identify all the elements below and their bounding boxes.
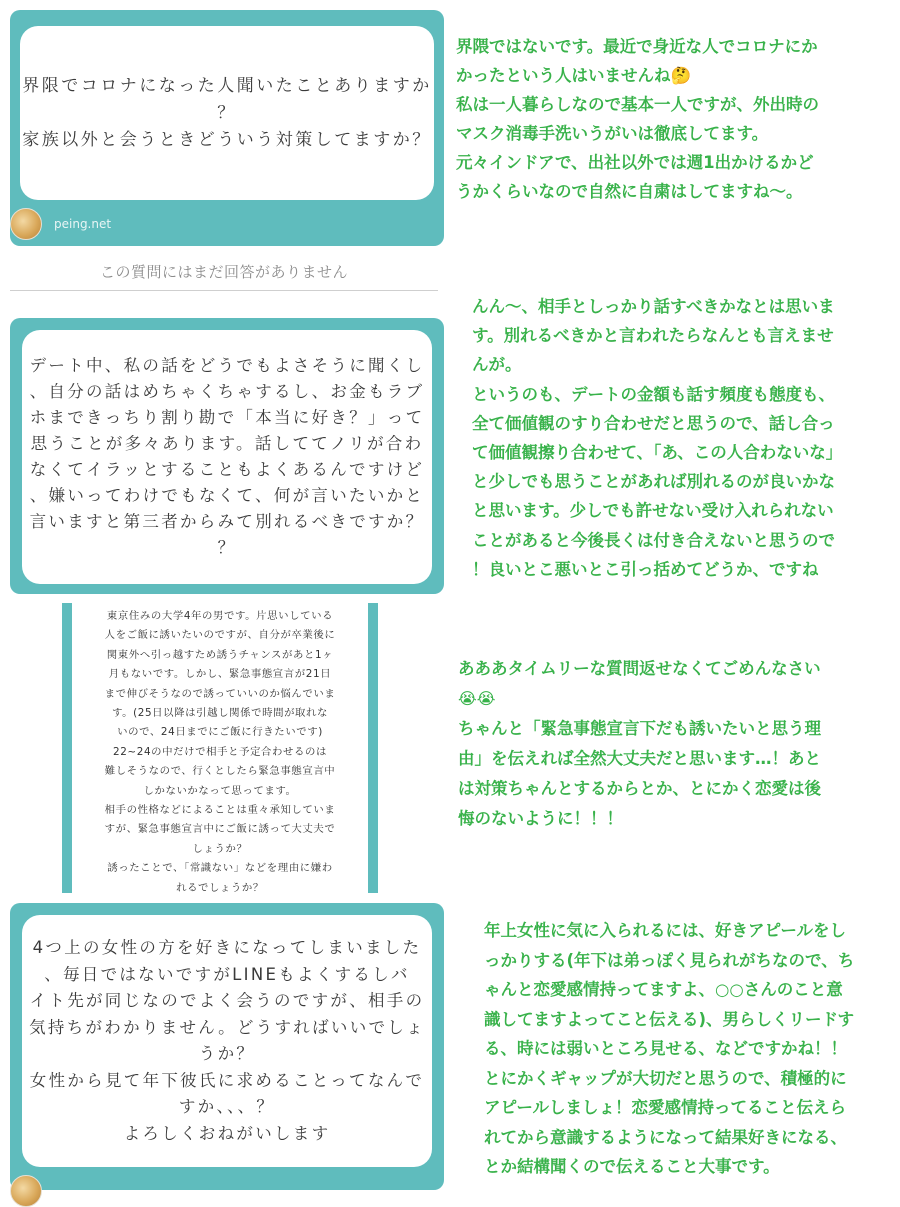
question-line: 4つ上の女性の方を好きになってしまいました [32,938,422,957]
question-line: 界限でコロナになった人聞いたことありますか [22,75,432,96]
question-line: なくてイラッとすることもよくあるんですけど [29,460,425,479]
question-line: イト先が同じなのでよく会うのですが、相手の [29,991,425,1010]
answer-line: 😭😭 [458,689,496,708]
answer-line: 私は一人暮らしなので基本一人ですが、外出時の [456,95,819,114]
answer-line: 界隈ではないです。最近で身近な人でコロナにか [456,37,818,56]
answer-line: ゃんと恋愛感情持ってますよ、○○さんのこと意 [484,980,843,999]
question-card-1 [10,10,444,246]
question-line: しょうか？ [192,842,248,855]
question-line: よろしくおねがいします [123,1123,331,1143]
answer-line: うかくらいなので自然に自粛はしてますね〜。 [456,182,803,201]
answer-line: 識してますよってこと伝える)、男らしくリードす [484,1009,855,1029]
question-text-2 [30,353,425,561]
source-label: peing.net [54,217,112,231]
answer-line: アピールしましょ！恋愛感情持ってること伝えら [484,1098,847,1117]
question-line: まで伸びそうなので誘っていいのか悩んでいま [104,687,336,700]
card-footer-1 [10,208,111,240]
answer-line: とにかくギャップが大切だと思うので、積極的に [484,1068,847,1088]
question-line: 人をご飯に誘いたいのですが、自分が卒業後に [104,629,336,642]
question-card-4 [10,903,444,1190]
question-line: ？ [217,102,237,123]
answer-line: 年上女性に気に入られるには、好きアピールをし [484,921,847,940]
question-line: 言いますと第三者からみて別れるべきですか？ [29,512,425,531]
question-line: 難しそうなので、行くとしたら緊急事態宣言中 [104,765,336,778]
question-line: 家族以外と会うときどういう対策してますか？ [22,129,432,150]
answer-text-2 [472,292,842,584]
answer-line: 全て価値観のすり合わせだと思うので、話し合っ [472,413,835,433]
question-text-1 [22,73,432,154]
avatar [10,208,42,240]
avatar [10,1175,42,1207]
answer-text-3 [458,654,821,834]
question-line: ？ [217,538,237,557]
question-line: 女性から見て年下彼氏に求めることってなんで [29,1070,425,1090]
question-line: しかないかなって思ってます。 [143,784,297,797]
answer-line: んが。 [472,355,522,375]
question-line: 、嫌いってわけでもなくて、何が言いたいかと [29,486,425,505]
question-line: 月もないです。しかし、緊急事態宣言が21日 [108,668,332,681]
question-line: ホまできっちり割り勘で「本当に好き？」って [29,408,425,427]
answer-line: 悔のないように！！！ [458,809,623,828]
answer-line: っかりする(年下は弟っぽく見られがちなので、ち [484,950,855,970]
question-line: 、自分の話はめちゃくちゃするし、お金もラブ [29,382,425,401]
question-text-3 [72,607,368,898]
question-line: うか？ [198,1044,256,1063]
question-line: 気持ちがわかりません。どうすればいいでしょ [29,1017,425,1037]
question-text-4 [29,935,425,1147]
question-line: 東京住みの大学4年の男です。片思いしている [106,610,334,622]
answer-line: ！良いとこ悪いとこ引っ括めてどうか、ですね [472,559,819,579]
answer-line: あああタイムリーな質問返せなくてごめんなさい [458,659,821,678]
question-line: いので、24日までにご飯に行きたいです) [117,726,323,739]
question-box-2 [22,330,432,584]
question-box-1 [20,26,434,200]
question-card-2 [10,318,444,594]
question-line: 22~24の中だけで相手と予定合わせるのは [113,745,327,758]
question-line: 関東外へ引っ越すため誘うチャンスがあと1ヶ [106,648,334,661]
question-line: 相手の性格などによることは重々承知していま [104,804,336,817]
question-box-4 [22,915,432,1167]
answer-line: マスク消毒手洗いうがいは徹底してます。 [456,124,769,143]
answer-line: は対策ちゃんとするからとか、とにかく恋愛は後 [458,779,821,798]
question-paper-3 [72,603,368,893]
question-line: 誘ったことで、「常識ない」などを理由に嫌わ [107,862,333,875]
question-line: すが、緊急事態宣言中にご飯に誘って大丈夫で [104,823,336,836]
answer-line: 元々インドアで、出社以外では週1出かけるかど [456,153,814,172]
answer-text-4 [484,916,854,1182]
answer-line: と思います。少しでも許せない受け入れられない [472,501,834,521]
answer-line: 由」を伝えれば全然大丈夫だと思います…！あと [458,749,821,768]
question-line: デート中、私の話をどうでもよさそうに聞くし [29,356,425,375]
answer-line: とか結構聞くので伝えること大事です。 [484,1157,780,1176]
no-answer-notice: この質問にはまだ回答がありません [10,258,438,291]
question-line: 思うことが多々あります。話しててノリが合わ [30,434,424,453]
answer-line: れてから意識するようになって結果好きになる、 [484,1127,847,1147]
question-card-3 [62,603,378,893]
answer-line: んん〜、相手としっかり話すべきかなとは思いま [472,297,835,316]
answer-line: というのも、デートの金額も話す頻度も態度も、 [472,384,835,404]
answer-line: かったという人はいませんね🤔 [456,66,692,85]
answer-text-1 [456,32,819,206]
question-line: す。(25日以降は引越し関係で時間が取れな [111,707,329,720]
answer-line: て価値観擦り合わせて、「あ、この人合わないな」 [472,443,843,463]
answer-line: ことがあると今後長くは付き合えないと思うので [472,530,835,550]
question-line: すか、、、？ [178,1097,276,1116]
answer-line: と少しでも思うことがあれば別れるのが良いかな [472,472,835,492]
answer-line: す。別れるべきかと言われたらなんとも言えませ [472,326,834,346]
question-line: 、毎日ではないですがLINEもよくするしバ [44,964,410,984]
answer-line: る、時には弱いところ見せる、などですかね！！ [484,1039,847,1058]
question-line: れるでしょうか？ [176,881,264,894]
card-footer-4 [10,1175,42,1207]
answer-line: ちゃんと「緊急事態宣言下だも誘いたいと思う理 [458,719,821,738]
